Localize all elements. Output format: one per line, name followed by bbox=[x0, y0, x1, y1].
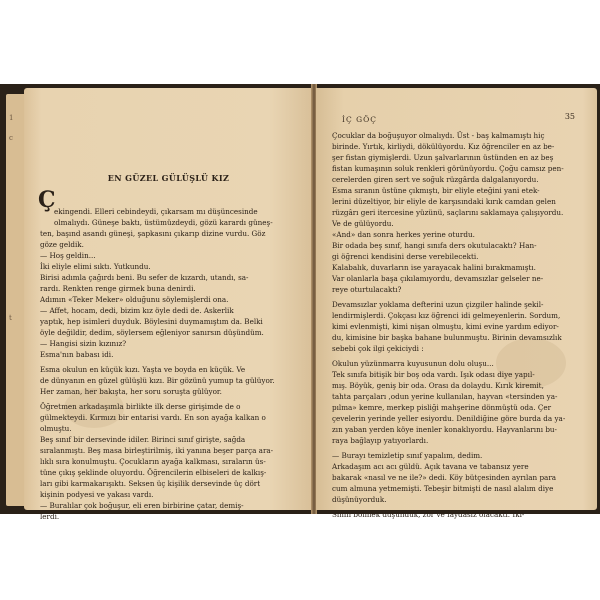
text-line: ları gibi karmakarışıktı. Seksen üç kişilik dersevinde üç dört bbox=[40, 479, 261, 488]
text-line: Beş sınıf bir dersevinde idiler. Birinci sınıf girişte, sağda bbox=[40, 435, 246, 444]
text-line: lıklı sıra konulmuştu. Çocukların ayağa kalkması, sıraların üs- bbox=[40, 457, 266, 466]
right-page-body bbox=[332, 130, 590, 520]
edge-mark: t bbox=[9, 314, 12, 322]
text-line: mış. Böyük, geniş bir oda. Orası da dolaydu. Kırık kiremit, bbox=[332, 381, 544, 390]
edge-mark: 1 bbox=[9, 114, 14, 122]
text-line: — Buralılar çok boğuşur, eli eren birbirine çatar, demiş- bbox=[40, 501, 244, 510]
text-line: ten, başınd asandı güneşi, şapkasını çıkarıp dizine vurdu. Göz bbox=[40, 229, 266, 238]
running-head: İÇ GÖÇ bbox=[342, 115, 377, 124]
text-line: kişinin podyesi ve yakası vardı. bbox=[40, 490, 154, 499]
text-line: kimi evlenmişti, kimi nişan olmuştu, kimi evine yardım ediyor- bbox=[332, 322, 559, 331]
text-line: Çocuklar da boğuşuyor olmalıydı. Üst - baş kalmamıştı hiç bbox=[332, 131, 545, 140]
text-line: zın yaban yerden köye inenler konaklıyordu. Hayvanlarını bu- bbox=[332, 425, 557, 434]
text-line: ekingendi. Elleri cebindeydi, çıkarsam mı düşüncesinde bbox=[54, 207, 258, 216]
text-line: şer fistan giymişlerdi. Uzun şalvarlarının üstünden en az beş bbox=[332, 153, 554, 162]
drop-cap: Ç bbox=[38, 187, 56, 213]
text-line: Tek sınıfa bitişik bir boş oda vardı. Işık odası diye yapıl- bbox=[332, 370, 535, 379]
text-line: Devamsızlar yoklama defterini uzun çizgiler halinde şekil- bbox=[332, 300, 544, 309]
text-line: tüne çıkış şeklinde oluyordu. Öğrencilerin elbiseleri de kalkış- bbox=[40, 468, 267, 477]
right-page bbox=[316, 88, 597, 519]
text-line: gülmekteydi. Kırmızı bir entarisi vardı. En son ayağa kalkan o bbox=[40, 413, 266, 422]
text-line: yaptık, hep isimleri duyduk. Böylesini duymamıştım da. Belki bbox=[40, 317, 263, 326]
text-line: «And» dan sonra herkes yerine oturdu. bbox=[332, 230, 475, 239]
text-line: Esma sıranın üstüne çıkmıştı, bir eliyle eteğini yani etek- bbox=[332, 186, 540, 195]
text-line: Arkadaşım acı acı güldü. Açık tavana ve tabansız yere bbox=[332, 462, 529, 471]
chapter-title: EN GÜZEL GÜLÜŞLÜ KIZ bbox=[107, 173, 230, 183]
open-book-photo bbox=[0, 84, 600, 521]
left-page-body bbox=[40, 206, 305, 522]
text-line: lerdi. bbox=[40, 512, 60, 521]
text-line: Bir odada beş sınıf, hangi sınıfa ders okutulacaktı? Han- bbox=[332, 241, 537, 250]
text-line: İki eliyle elimi sıktı. Yutkundu. bbox=[40, 262, 151, 271]
text-line: Sınıfı bölmek düşündük, zor ve faydasız olacaktı. İki- bbox=[332, 510, 525, 519]
text-line: bakarak «nasıl ve ne ile?» dedi. Köy bütçesinden ayrılan para bbox=[332, 473, 557, 482]
text-line: lendirmişlerdi. Çokçası kız öğrenci idi gelmeyenlerin. Sordum, bbox=[332, 311, 561, 320]
edge-mark: c bbox=[9, 134, 13, 142]
text-line: cum almuna yetmemişti. Tebeşir bitmişti de nasıl alalım diye bbox=[332, 484, 554, 493]
text-line: fistan kumaşının soluk renkleri görünüyordu. Çoğu camsız pen- bbox=[332, 164, 564, 173]
text-line: du, kimisine bir başka bahane bulunmuştu. Birinin devamsızlık bbox=[332, 333, 562, 342]
text-line: lerini düzeltiyor, bir eliyle de karşısındaki kırık camdan gelen bbox=[332, 197, 556, 206]
text-line: sıralanmıştı. Beş masa birleştirilmiş, iki yanına beşer parça ara- bbox=[40, 446, 274, 455]
text-line: Esma okulun en küçük kızı. Yaşta ve boyda en küçük. Ve bbox=[40, 365, 246, 374]
text-line: öyle değildir, dedim, söylersem eğleniyor sanırsın düşündüm. bbox=[40, 328, 264, 337]
text-line: — Affet, hocam, dedi, bizim kız öyle dedi de. Askerlik bbox=[40, 306, 234, 315]
text-line: Esma'nın babası idi. bbox=[40, 350, 114, 359]
text-line: çevelerin yerinde yeller esiyordu. Denildiğine göre burda da ya- bbox=[332, 414, 566, 423]
text-line: göze geldik. bbox=[40, 240, 84, 249]
text-line: düşünüyorduk. bbox=[332, 495, 387, 504]
text-line: olmuştu. bbox=[40, 424, 72, 433]
text-line: Okulun yüzünmarra kuyusunun dolu oluşu... bbox=[332, 359, 494, 368]
left-page bbox=[24, 88, 313, 521]
text-line: Her zaman, her bakışta, her soru soruşta gülüyor. bbox=[40, 387, 222, 396]
text-line: Kalabalık, duvarların ise yarayacak halini bırakmamıştı. bbox=[332, 263, 536, 272]
text-line: cerelerden giren sert ve soğuk rüzgârda dalgalanıyordu. bbox=[332, 175, 539, 184]
text-line: Var olanlarla başa çıkılamıyordu, devamsızlar gelseler ne- bbox=[332, 274, 544, 283]
text-line: pılma» kemre, merkep pisliği mahşerine dönmüştü oda. Çer bbox=[332, 403, 552, 412]
text-line: rüzgârı geri itercesine yüzünü, saçlarını saklamaya çalışıyordu. bbox=[332, 208, 564, 217]
text-line: — Hangisi sizin kızınız? bbox=[40, 339, 127, 348]
text-line: raya bağlayıp yatıyorlardı. bbox=[332, 436, 429, 445]
text-line: de dünyanın en güzel gülüşlü kızı. Bir gözünü yumup ta gülüyor. bbox=[40, 376, 275, 385]
text-line: Ve de gülüyordu. bbox=[332, 219, 394, 228]
text-line: Birisi adımla çağırdı beni. Bu sefer de kızardı, utandı, sa- bbox=[40, 273, 249, 282]
text-line: Adımın «Teker Meker» olduğunu söylemişlerdi ona. bbox=[40, 295, 229, 304]
text-line: gi öğrenci kendisini derse verebilecekti. bbox=[332, 252, 479, 261]
page-number: 35 bbox=[564, 112, 575, 121]
text-line: Öğretmen arkadaşımla birlikte ilk derse girişimde de o bbox=[40, 402, 241, 411]
text-line: birinde. Yırtık, kirliydi, dökülüyordu. Kız öğrenciler en az be- bbox=[332, 142, 555, 151]
text-line: rardı. Renkten renge girmek buna denirdi. bbox=[40, 284, 196, 293]
text-line: — Burayı temizletip sınıf yapalım, dedim. bbox=[332, 451, 483, 460]
text-line: tahta parçaları ,odun yerine kullanılan, hayvan «tersinden ya- bbox=[332, 392, 558, 401]
text-line: — Hoş geldin... bbox=[40, 251, 96, 260]
text-line: sebebi çok ilgi çekiciydi : bbox=[332, 344, 424, 353]
text-line: reye oturtulacaktı? bbox=[332, 285, 402, 294]
text-line: olmalıydı. Güneşe baktı, üstümüzdeydi, gözü karardı güneş- bbox=[54, 218, 273, 227]
